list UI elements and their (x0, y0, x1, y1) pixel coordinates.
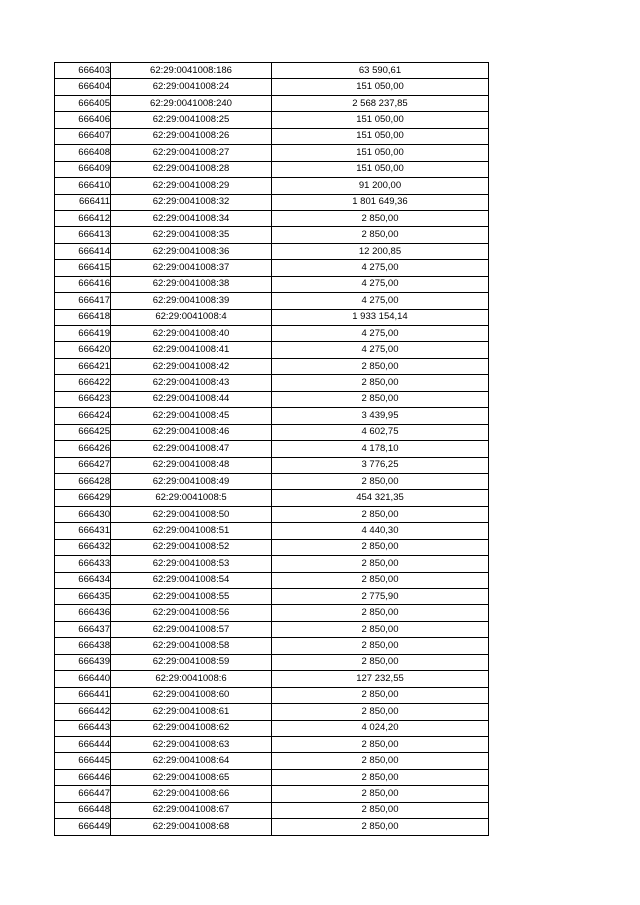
value-cell: 2 775,90 (272, 589, 489, 605)
table-row (55, 769, 489, 785)
value-cell: 1 801 649,36 (272, 194, 489, 210)
table-row (55, 457, 489, 473)
value-cell: 2 850,00 (272, 572, 489, 588)
table-row (55, 293, 489, 309)
cadastral-number-cell: 62:29:0041008:42 (111, 358, 272, 374)
value-cell: 2 850,00 (272, 358, 489, 374)
value-cell: 127 232,55 (272, 671, 489, 687)
row-id-cell: 666432 (55, 539, 111, 555)
value-cell: 4 275,00 (272, 276, 489, 292)
cadastral-number-cell: 62:29:0041008:55 (111, 589, 272, 605)
cadastral-number-cell: 62:29:0041008:41 (111, 342, 272, 358)
table-row (55, 227, 489, 243)
cadastral-number-cell: 62:29:0041008:63 (111, 736, 272, 752)
table-row (55, 243, 489, 259)
value-cell: 2 850,00 (272, 769, 489, 785)
cadastral-number-cell: 62:29:0041008:66 (111, 786, 272, 802)
value-cell: 151 050,00 (272, 112, 489, 128)
table-row (55, 276, 489, 292)
value-cell: 1 933 154,14 (272, 309, 489, 325)
table-row (55, 358, 489, 374)
row-id-cell: 666426 (55, 441, 111, 457)
table-row (55, 671, 489, 687)
value-cell: 2 850,00 (272, 786, 489, 802)
row-id-cell: 666417 (55, 293, 111, 309)
cadastral-number-cell: 62:29:0041008:62 (111, 720, 272, 736)
table-row (55, 473, 489, 489)
cadastral-number-cell: 62:29:0041008:35 (111, 227, 272, 243)
row-id-cell: 666410 (55, 178, 111, 194)
value-cell: 2 850,00 (272, 819, 489, 835)
row-id-cell: 666437 (55, 621, 111, 637)
value-cell: 2 850,00 (272, 375, 489, 391)
table-row (55, 63, 489, 79)
row-id-cell: 666438 (55, 638, 111, 654)
value-cell: 4 275,00 (272, 293, 489, 309)
cadastral-number-cell: 62:29:0041008:46 (111, 424, 272, 440)
cadastral-number-cell: 62:29:0041008:54 (111, 572, 272, 588)
value-cell: 2 850,00 (272, 704, 489, 720)
cadastral-number-cell: 62:29:0041008:65 (111, 769, 272, 785)
value-cell: 2 850,00 (272, 556, 489, 572)
row-id-cell: 666405 (55, 95, 111, 111)
table-row (55, 441, 489, 457)
cadastral-number-cell: 62:29:0041008:45 (111, 408, 272, 424)
row-id-cell: 666423 (55, 391, 111, 407)
row-id-cell: 666435 (55, 589, 111, 605)
cadastral-number-cell: 62:29:0041008:28 (111, 161, 272, 177)
value-cell: 4 440,30 (272, 523, 489, 539)
row-id-cell: 666421 (55, 358, 111, 374)
cadastral-number-cell: 62:29:0041008:27 (111, 145, 272, 161)
value-cell: 2 850,00 (272, 473, 489, 489)
value-cell: 91 200,00 (272, 178, 489, 194)
table-row (55, 326, 489, 342)
row-id-cell: 666406 (55, 112, 111, 128)
value-cell: 454 321,35 (272, 490, 489, 506)
table-row (55, 128, 489, 144)
row-id-cell: 666431 (55, 523, 111, 539)
row-id-cell: 666434 (55, 572, 111, 588)
table-row (55, 260, 489, 276)
table-row (55, 145, 489, 161)
value-cell: 4 275,00 (272, 326, 489, 342)
cadastral-number-cell: 62:29:0041008:25 (111, 112, 272, 128)
value-cell: 2 850,00 (272, 506, 489, 522)
row-id-cell: 666443 (55, 720, 111, 736)
row-id-cell: 666409 (55, 161, 111, 177)
cadastral-number-cell: 62:29:0041008:39 (111, 293, 272, 309)
cadastral-number-cell: 62:29:0041008:57 (111, 621, 272, 637)
table-row (55, 589, 489, 605)
table-row (55, 178, 489, 194)
row-id-cell: 666428 (55, 473, 111, 489)
table-row (55, 621, 489, 637)
row-id-cell: 666449 (55, 819, 111, 835)
cadastral-number-cell: 62:29:0041008:40 (111, 326, 272, 342)
value-cell: 2 850,00 (272, 210, 489, 226)
table-row (55, 638, 489, 654)
table-row (55, 786, 489, 802)
row-id-cell: 666414 (55, 243, 111, 259)
cadastral-number-cell: 62:29:0041008:61 (111, 704, 272, 720)
cadastral-number-cell: 62:29:0041008:51 (111, 523, 272, 539)
row-id-cell: 666425 (55, 424, 111, 440)
table-row (55, 687, 489, 703)
value-cell: 4 178,10 (272, 441, 489, 457)
value-cell: 2 850,00 (272, 802, 489, 818)
row-id-cell: 666415 (55, 260, 111, 276)
value-cell: 4 275,00 (272, 260, 489, 276)
cadastral-number-cell: 62:29:0041008:5 (111, 490, 272, 506)
row-id-cell: 666411 (55, 194, 111, 210)
value-cell: 2 850,00 (272, 687, 489, 703)
row-id-cell: 666422 (55, 375, 111, 391)
value-cell: 2 850,00 (272, 539, 489, 555)
row-id-cell: 666412 (55, 210, 111, 226)
table-row (55, 556, 489, 572)
table-body (55, 63, 489, 836)
cadastral-number-cell: 62:29:0041008:60 (111, 687, 272, 703)
row-id-cell: 666436 (55, 605, 111, 621)
table-row (55, 819, 489, 835)
cadastral-number-cell: 62:29:0041008:52 (111, 539, 272, 555)
table-row (55, 342, 489, 358)
cadastral-number-cell: 62:29:0041008:64 (111, 753, 272, 769)
value-cell: 2 850,00 (272, 736, 489, 752)
value-cell: 151 050,00 (272, 79, 489, 95)
cadastral-value-table (54, 62, 489, 836)
cadastral-number-cell: 62:29:0041008:49 (111, 473, 272, 489)
table-row (55, 736, 489, 752)
table-row (55, 391, 489, 407)
cadastral-number-cell: 62:29:0041008:240 (111, 95, 272, 111)
cadastral-number-cell: 62:29:0041008:59 (111, 654, 272, 670)
table-row (55, 704, 489, 720)
cadastral-number-cell: 62:29:0041008:6 (111, 671, 272, 687)
row-id-cell: 666445 (55, 753, 111, 769)
cadastral-number-cell: 62:29:0041008:37 (111, 260, 272, 276)
value-cell: 4 024,20 (272, 720, 489, 736)
cadastral-number-cell: 62:29:0041008:186 (111, 63, 272, 79)
row-id-cell: 666439 (55, 654, 111, 670)
cadastral-number-cell: 62:29:0041008:67 (111, 802, 272, 818)
value-cell: 151 050,00 (272, 145, 489, 161)
value-cell: 2 850,00 (272, 753, 489, 769)
row-id-cell: 666403 (55, 63, 111, 79)
cadastral-number-cell: 62:29:0041008:24 (111, 79, 272, 95)
row-id-cell: 666444 (55, 736, 111, 752)
value-cell: 12 200,85 (272, 243, 489, 259)
row-id-cell: 666408 (55, 145, 111, 161)
value-cell: 2 850,00 (272, 605, 489, 621)
row-id-cell: 666427 (55, 457, 111, 473)
value-cell: 2 568 237,85 (272, 95, 489, 111)
value-cell: 2 850,00 (272, 227, 489, 243)
value-cell: 151 050,00 (272, 128, 489, 144)
value-cell: 4 275,00 (272, 342, 489, 358)
cadastral-number-cell: 62:29:0041008:36 (111, 243, 272, 259)
cadastral-number-cell: 62:29:0041008:53 (111, 556, 272, 572)
row-id-cell: 666424 (55, 408, 111, 424)
row-id-cell: 666429 (55, 490, 111, 506)
row-id-cell: 666442 (55, 704, 111, 720)
cadastral-number-cell: 62:29:0041008:43 (111, 375, 272, 391)
cadastral-number-cell: 62:29:0041008:38 (111, 276, 272, 292)
row-id-cell: 666441 (55, 687, 111, 703)
row-id-cell: 666433 (55, 556, 111, 572)
cadastral-number-cell: 62:29:0041008:26 (111, 128, 272, 144)
table-row (55, 79, 489, 95)
table-row (55, 720, 489, 736)
row-id-cell: 666407 (55, 128, 111, 144)
value-cell: 3 776,25 (272, 457, 489, 473)
cadastral-number-cell: 62:29:0041008:56 (111, 605, 272, 621)
cadastral-number-cell: 62:29:0041008:44 (111, 391, 272, 407)
row-id-cell: 666447 (55, 786, 111, 802)
table-row (55, 802, 489, 818)
table-row (55, 375, 489, 391)
value-cell: 63 590,61 (272, 63, 489, 79)
row-id-cell: 666430 (55, 506, 111, 522)
cadastral-number-cell: 62:29:0041008:68 (111, 819, 272, 835)
row-id-cell: 666418 (55, 309, 111, 325)
cadastral-number-cell: 62:29:0041008:50 (111, 506, 272, 522)
cadastral-number-cell: 62:29:0041008:58 (111, 638, 272, 654)
table-row (55, 95, 489, 111)
cadastral-number-cell: 62:29:0041008:47 (111, 441, 272, 457)
row-id-cell: 666440 (55, 671, 111, 687)
table-row (55, 408, 489, 424)
table-row (55, 112, 489, 128)
value-cell: 2 850,00 (272, 621, 489, 637)
row-id-cell: 666413 (55, 227, 111, 243)
row-id-cell: 666416 (55, 276, 111, 292)
table-row (55, 194, 489, 210)
table-row (55, 523, 489, 539)
cadastral-number-cell: 62:29:0041008:32 (111, 194, 272, 210)
cadastral-number-cell: 62:29:0041008:4 (111, 309, 272, 325)
value-cell: 2 850,00 (272, 638, 489, 654)
table-row (55, 161, 489, 177)
value-cell: 3 439,95 (272, 408, 489, 424)
row-id-cell: 666448 (55, 802, 111, 818)
table-row (55, 506, 489, 522)
value-cell: 2 850,00 (272, 654, 489, 670)
row-id-cell: 666420 (55, 342, 111, 358)
cadastral-number-cell: 62:29:0041008:34 (111, 210, 272, 226)
value-cell: 151 050,00 (272, 161, 489, 177)
table-row (55, 572, 489, 588)
row-id-cell: 666419 (55, 326, 111, 342)
table-row (55, 605, 489, 621)
value-cell: 4 602,75 (272, 424, 489, 440)
value-cell: 2 850,00 (272, 391, 489, 407)
table-row (55, 309, 489, 325)
table-row (55, 424, 489, 440)
cadastral-number-cell: 62:29:0041008:29 (111, 178, 272, 194)
table-row (55, 539, 489, 555)
table-row (55, 753, 489, 769)
table-row (55, 490, 489, 506)
table-row (55, 210, 489, 226)
row-id-cell: 666404 (55, 79, 111, 95)
table-row (55, 654, 489, 670)
row-id-cell: 666446 (55, 769, 111, 785)
cadastral-number-cell: 62:29:0041008:48 (111, 457, 272, 473)
